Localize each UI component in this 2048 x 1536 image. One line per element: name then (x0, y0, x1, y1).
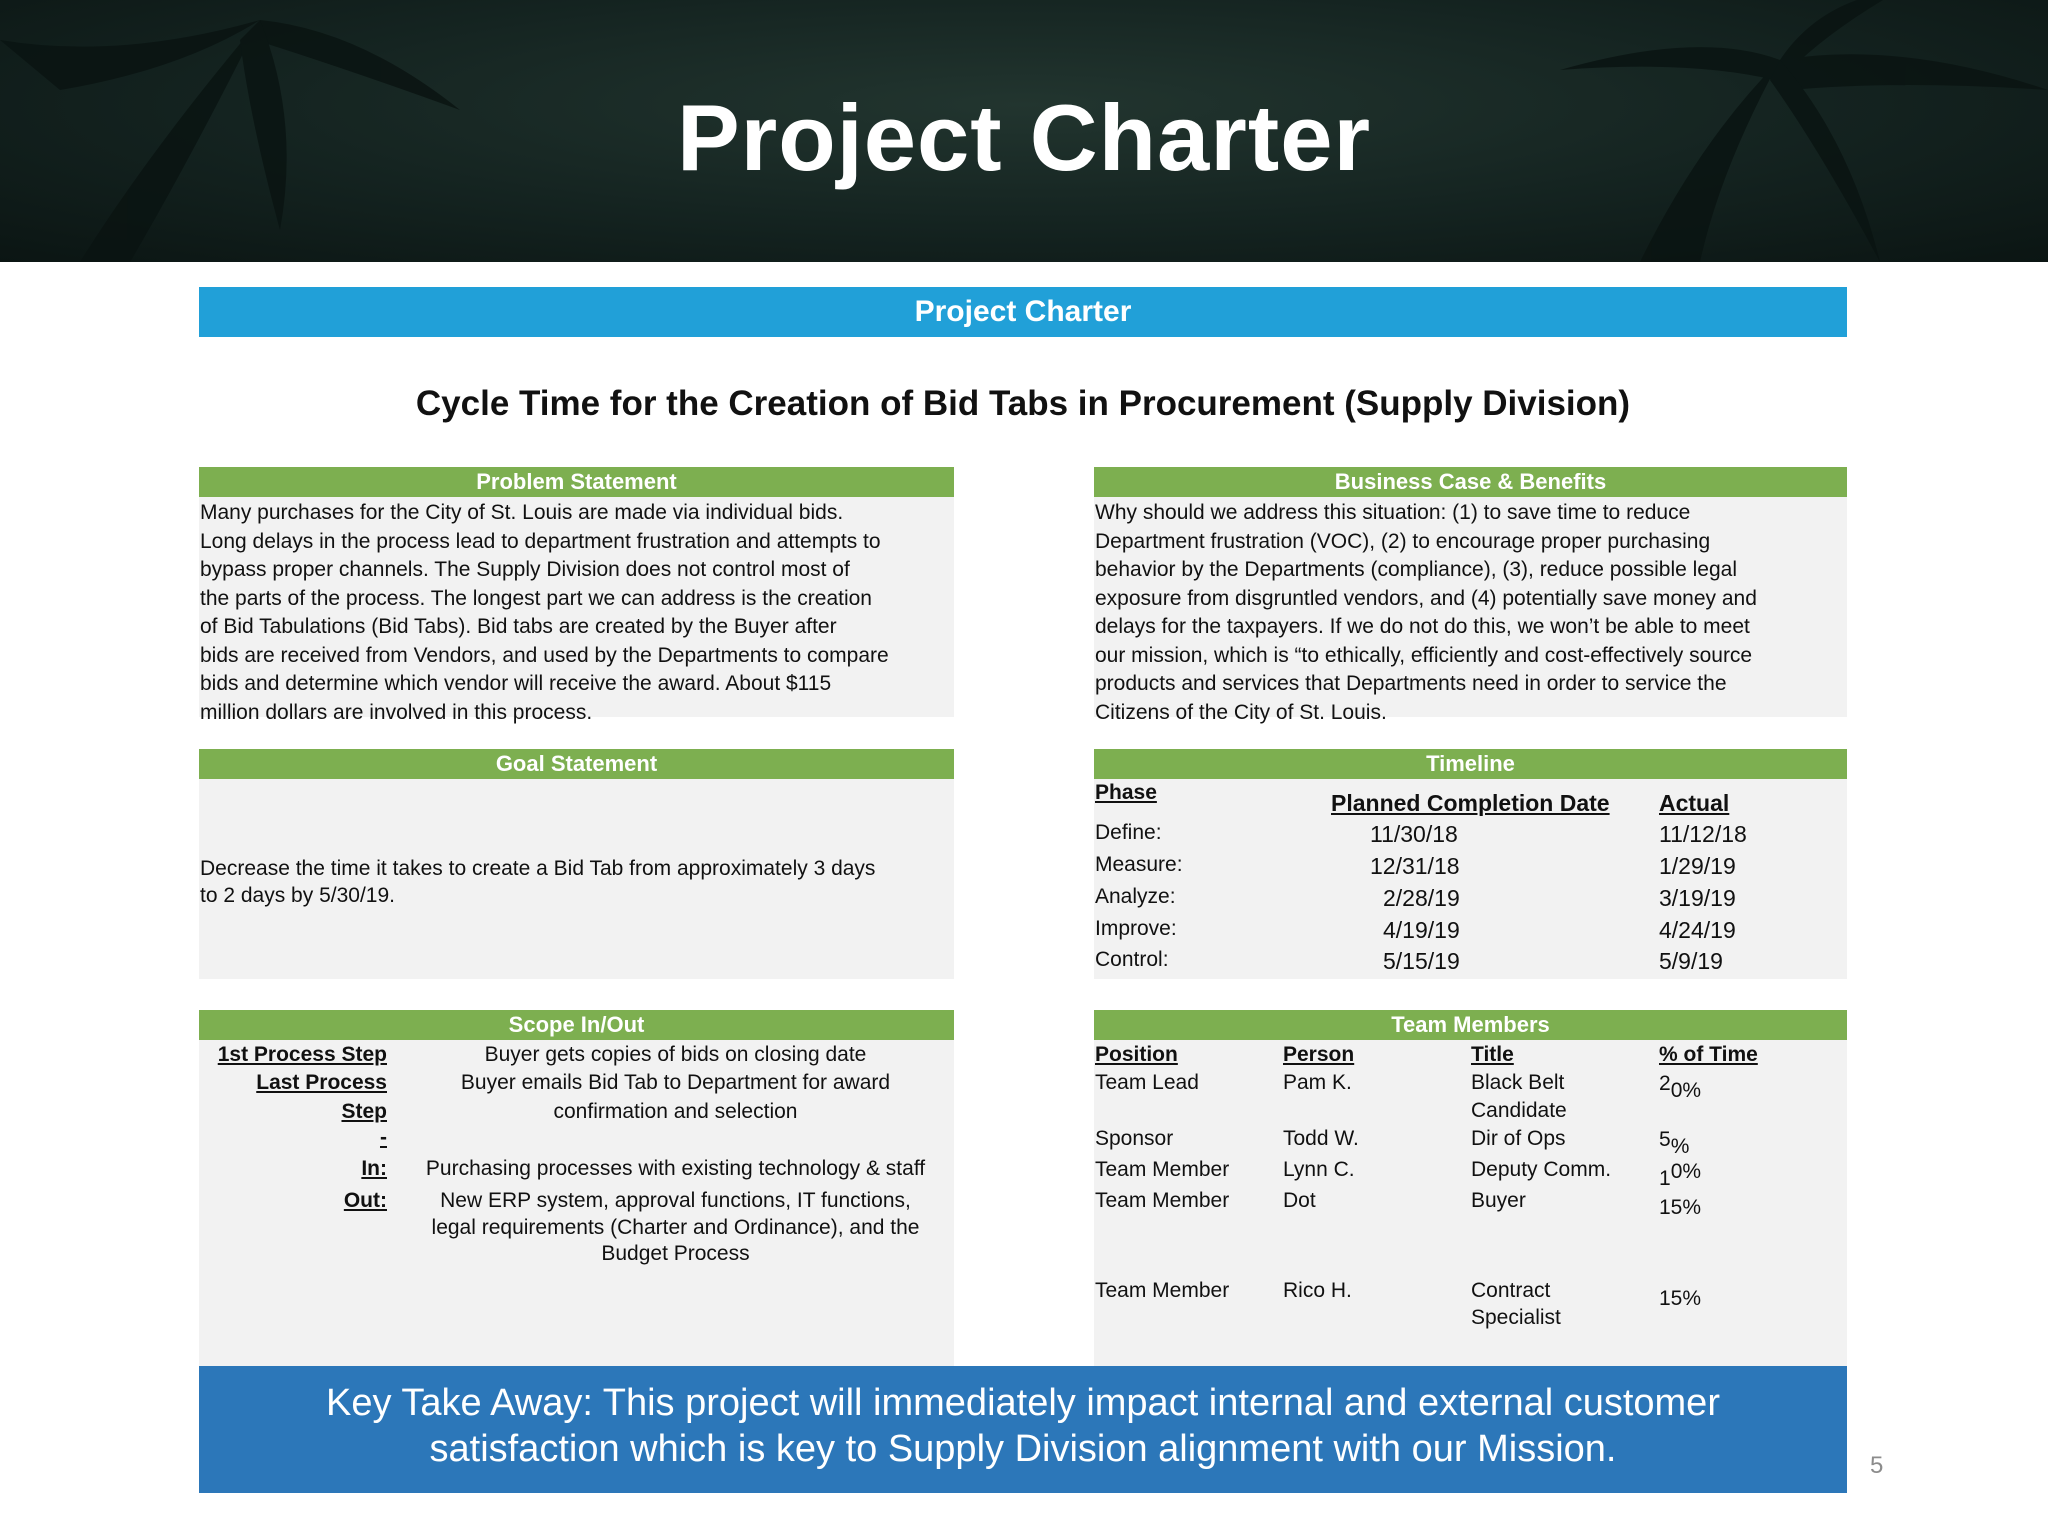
timeline-col-actual: Actual (1659, 790, 1730, 816)
key-takeaway-box (199, 1366, 1847, 1493)
team-col-person: Person (1283, 1043, 1355, 1066)
problem-line: bids are received from Vendors, and used by the Departments to compare (200, 643, 889, 667)
timeline-heading: Timeline (1094, 749, 1847, 779)
timeline-col-phase: Phase (1095, 781, 1157, 804)
problem-line: bypass proper channels. The Supply Division does not control most of (200, 558, 850, 581)
problem-statement-text (199, 497, 954, 727)
scope-first-step-value: Buyer gets copies of bids on closing date (484, 1043, 867, 1066)
problem-line: Many purchases for the City of St. Louis are made via individual bids. (200, 501, 844, 524)
timeline-actual: 5/9/19 (1659, 948, 1723, 974)
problem-line: bids and determine which vendor will receive the award. About $115 (200, 672, 832, 695)
scope-last-step-value-2: confirmation and selection (553, 1100, 798, 1123)
team-col-position: Position (1095, 1043, 1178, 1066)
problem-line: the parts of the process. The longest part we can address is the creation (200, 586, 872, 610)
scope-panel (199, 1010, 954, 1366)
scope-out-value-3: Budget Process (601, 1242, 750, 1265)
scope-last-step-label-2: Step (341, 1100, 387, 1123)
title-banner (0, 0, 2048, 262)
scope-first-step-label: 1st Process Step (217, 1043, 387, 1066)
timeline-planned: 11/30/18 (1370, 821, 1458, 847)
team-person: Lynn C. (1283, 1158, 1355, 1181)
goal-statement-text (200, 855, 875, 909)
team-time: 10% (1659, 1160, 1702, 1190)
scope-in-label: In: (361, 1157, 387, 1180)
key-takeaway-line: Key Take Away: This project will immediately impact internal and external customer (326, 1382, 1720, 1424)
team-time: 15% (1659, 1287, 1702, 1310)
timeline-planned: 12/31/18 (1370, 853, 1460, 879)
business-line: Why should we address this situation: (1) to save time to reduce (1095, 501, 1691, 524)
team-title: Contract (1471, 1279, 1551, 1302)
team-time: 20% (1659, 1072, 1702, 1102)
team-col-title: Title (1471, 1043, 1514, 1066)
team-title-2: Specialist (1471, 1306, 1561, 1329)
timeline-actual: 1/29/19 (1659, 853, 1736, 879)
team-title: Dir of Ops (1471, 1127, 1566, 1150)
page-number: 5 (1870, 1452, 1884, 1479)
business-line: Citizens of the City of St. Louis. (1095, 700, 1387, 724)
team-position: Team Member (1095, 1279, 1230, 1302)
team-members-heading: Team Members (1094, 1010, 1847, 1040)
team-members-panel (1094, 1010, 1847, 1366)
timeline-planned: 2/28/19 (1383, 885, 1460, 911)
team-title-2: Candidate (1471, 1099, 1567, 1122)
goal-line: to 2 days by 5/30/19. (200, 884, 395, 907)
timeline-panel (1094, 749, 1847, 979)
problem-statement-heading: Problem Statement (199, 467, 954, 497)
timeline-phase: Define: (1095, 821, 1162, 844)
timeline-phase: Improve: (1095, 917, 1177, 940)
team-person: Rico H. (1283, 1279, 1352, 1302)
business-case-text (1094, 497, 1847, 727)
team-person: Pam K. (1283, 1071, 1352, 1094)
business-line: behavior by the Departments (compliance), (3), reduce possible legal (1095, 558, 1737, 581)
team-person: Todd W. (1283, 1127, 1359, 1150)
team-position: Team Member (1095, 1158, 1230, 1181)
scope-heading: Scope In/Out (199, 1010, 954, 1040)
business-line: delays for the taxpayers. If we do not do this, we won’t be able to meet (1095, 615, 1750, 638)
scope-in-value: Purchasing processes with existing technology & staff (425, 1157, 926, 1180)
timeline-phase: Analyze: (1095, 885, 1176, 908)
team-col-time: % of Time (1659, 1043, 1758, 1066)
key-takeaway-line-2: satisfaction which is key to Supply Division alignment with our Mission. (429, 1428, 1617, 1470)
team-position: Team Member (1095, 1189, 1230, 1212)
problem-line: million dollars are involved in this process. (200, 700, 593, 724)
business-line: our mission, which is “to ethically, efficiently and cost-effectively source (1095, 643, 1753, 667)
scope-out-label: Out: (343, 1189, 387, 1212)
business-line: products and services that Departments need in order to service the (1095, 672, 1727, 695)
timeline-actual: 3/19/19 (1659, 885, 1736, 911)
timeline-col-planned: Planned Completion Date (1331, 790, 1610, 816)
team-position: Team Lead (1095, 1071, 1199, 1094)
business-case-panel (1094, 467, 1847, 724)
problem-line: Long delays in the process lead to department frustration and attempts to (200, 529, 881, 553)
business-case-heading: Business Case & Benefits (1094, 467, 1847, 497)
slide-title: Project Charter (676, 85, 1372, 190)
problem-statement-panel (199, 467, 954, 724)
scope-out-value-2: legal requirements (Charter and Ordinance), and the (431, 1216, 920, 1239)
scope-last-step-value: Buyer emails Bid Tab to Department for award (460, 1071, 891, 1094)
team-time: 5% (1659, 1128, 1690, 1158)
timeline-phase: Measure: (1095, 853, 1183, 876)
goal-statement-heading: Goal Statement (199, 749, 954, 779)
project-charter-bar: Project Charter (199, 287, 1847, 337)
charter-subtitle: Cycle Time for the Creation of Bid Tabs in Procurement (Supply Division) (415, 384, 1631, 423)
goal-line: Decrease the time it takes to create a Bid Tab from approximately 3 days (200, 857, 876, 880)
scope-last-step-label: Last Process (256, 1071, 387, 1094)
team-title: Deputy Comm. (1471, 1158, 1612, 1181)
timeline-actual: 11/12/18 (1659, 821, 1747, 847)
timeline-actual: 4/24/19 (1659, 917, 1736, 943)
timeline-planned: 5/15/19 (1383, 948, 1460, 974)
scope-out-value: New ERP system, approval functions, IT functions, (440, 1189, 911, 1212)
business-line: exposure from disgruntled vendors, and (4) potentially save money and (1095, 586, 1757, 610)
team-position: Sponsor (1095, 1127, 1174, 1150)
team-time: 15% (1659, 1196, 1702, 1219)
team-person: Dot (1283, 1189, 1316, 1212)
business-line: Department frustration (VOC), (2) to encourage proper purchasing (1095, 529, 1711, 553)
timeline-planned: 4/19/19 (1383, 917, 1460, 943)
team-title: Black Belt (1471, 1071, 1565, 1094)
problem-line: of Bid Tabulations (Bid Tabs). Bid tabs are created by the Buyer after (200, 615, 837, 638)
timeline-phase: Control: (1095, 948, 1169, 971)
scope-dash: - (380, 1126, 387, 1149)
goal-statement-panel (199, 749, 954, 979)
team-title: Buyer (1471, 1189, 1526, 1212)
